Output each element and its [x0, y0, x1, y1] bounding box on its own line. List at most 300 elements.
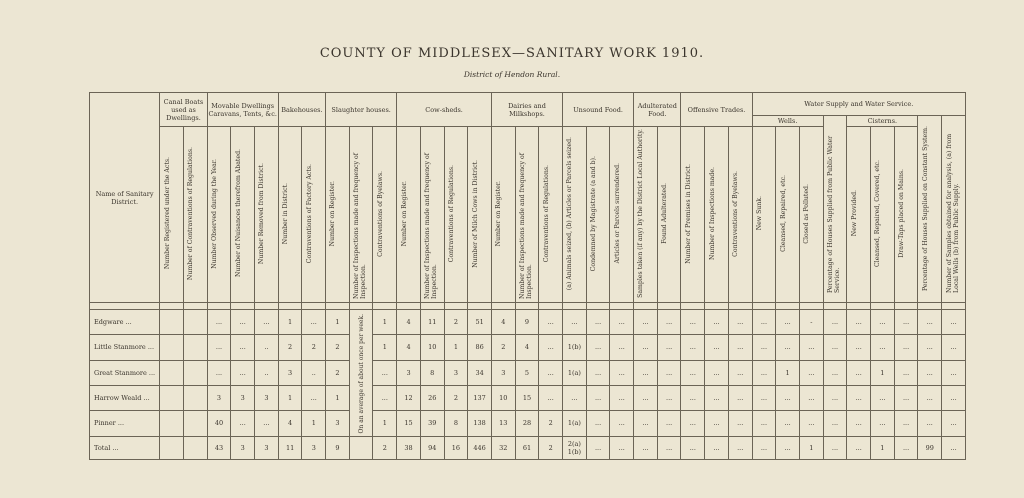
table-cell: 5 [515, 360, 539, 385]
table-cell: 3 [444, 360, 468, 385]
table-cell: 1 [373, 310, 397, 335]
table-cell: ... [823, 385, 847, 410]
total-cell: 99 [918, 436, 942, 459]
page-title: COUNTY OF MIDDLESEX—SANITARY WORK 1910. [319, 46, 705, 61]
spacer-cell [871, 303, 895, 310]
column-label: Cleansed, Repaired, Covered, etc. [874, 160, 882, 267]
table-cell: ... [871, 385, 895, 410]
column-label: Samples taken (if any) by the District Local Authority. [637, 129, 645, 298]
table-cell: ... [728, 360, 752, 385]
table-cell: ... [231, 335, 255, 360]
total-cell-part: 2(a) [567, 439, 581, 448]
total-cell: 2 [373, 436, 397, 459]
district-name: Harrow Weald ... [90, 385, 160, 410]
column-header [326, 127, 350, 303]
table-cell: ... [634, 411, 658, 436]
group-header-cowsheds: Cow-sheds. [397, 93, 492, 127]
column-header [728, 127, 752, 303]
table-cell: 3 [326, 411, 350, 436]
column-label: Found Adulterated. [661, 183, 669, 244]
table-cell: 2 [326, 335, 350, 360]
total-cell-part: 1(b) [567, 447, 582, 456]
spacer-cell [90, 303, 160, 310]
table-cell: ... [681, 335, 705, 360]
table-cell: 1 [278, 310, 302, 335]
table-row [90, 335, 966, 360]
table-cell: ... [942, 360, 966, 385]
sanitary-work-table [89, 92, 966, 460]
table-cell: 15 [397, 411, 421, 436]
column-label: (a) Animals seized, (b) Articles or Parcels seized. [566, 136, 574, 291]
column-header [752, 127, 776, 303]
table-cell [183, 310, 207, 335]
table-cell: ... [894, 335, 918, 360]
column-label: Number of Inspections made and frequency of Inspection. [353, 152, 368, 299]
column-label: Contraventions of Byelaws. [732, 170, 740, 257]
table-cell [160, 335, 184, 360]
page-subtitle: District of Hendon Rural. [463, 70, 561, 79]
spacer-cell [207, 303, 231, 310]
table-cell: ... [586, 335, 610, 360]
table-cell: 2 [491, 335, 515, 360]
spacer-cell [657, 303, 681, 310]
total-cell [183, 436, 207, 459]
table-cell: 10 [491, 385, 515, 410]
total-cell: ... [752, 436, 776, 459]
spacer-cell [610, 303, 634, 310]
total-cell: 3 [302, 436, 326, 459]
table-cell: ... [823, 411, 847, 436]
table-cell: 4 [278, 411, 302, 436]
table-cell: 1 [326, 385, 350, 410]
table-cell: ... [847, 335, 871, 360]
table-cell: ... [657, 335, 681, 360]
spacer-cell [894, 303, 918, 310]
column-header [586, 127, 610, 303]
frequency-note: On an average of about once per week. [357, 314, 365, 434]
column-header [420, 127, 444, 303]
column-label: Number on Register. [400, 180, 408, 247]
column-header [302, 127, 326, 303]
table-cell: ... [563, 310, 587, 335]
subgroup-header-cisterns: Cisterns. [847, 116, 918, 127]
table-cell: ... [657, 385, 681, 410]
table-cell: ... [255, 310, 279, 335]
group-header-movable: Movable Dwellings Caravans, Tents, &c. [207, 93, 278, 127]
table-cell: ... [681, 385, 705, 410]
table-cell: ... [681, 360, 705, 385]
column-label: Number of Inspections made and frequency of Inspection. [519, 152, 533, 299]
table-cell: ... [942, 411, 966, 436]
spacer-cell [231, 303, 255, 310]
group-header-dairies: Dairies and Milkshops. [491, 93, 562, 127]
table-cell: ... [918, 310, 942, 335]
table-row [90, 310, 966, 335]
spacer-cell [183, 303, 207, 310]
table-cell: ... [610, 335, 634, 360]
column-header [539, 127, 563, 303]
table-cell: 137 [468, 385, 492, 410]
table-cell: ... [610, 411, 634, 436]
table-cell: ... [871, 335, 895, 360]
table-cell: ... [752, 310, 776, 335]
column-header [871, 127, 895, 303]
table-cell [183, 385, 207, 410]
group-header-water: Water Supply and Water Service. [752, 93, 965, 116]
total-cell: 3 [231, 436, 255, 459]
table-cell: 51 [468, 310, 492, 335]
spacer-cell [918, 303, 942, 310]
table-row [90, 385, 966, 410]
column-label: Number of Inspections made. [708, 167, 716, 260]
table-cell: 138 [468, 411, 492, 436]
total-cell: ... [847, 436, 871, 459]
total-cell [563, 436, 587, 459]
column-header [231, 127, 255, 303]
table-cell: ... [918, 411, 942, 436]
table-cell: ... [634, 360, 658, 385]
table-cell: ... [728, 385, 752, 410]
table-cell: 2 [278, 335, 302, 360]
column-header [705, 127, 729, 303]
table-cell: 28 [515, 411, 539, 436]
column-header [373, 127, 397, 303]
table-cell: ... [657, 411, 681, 436]
column-header [776, 127, 800, 303]
spacer-cell [349, 303, 373, 310]
table-row [90, 360, 966, 385]
table-cell: ... [539, 385, 563, 410]
table-cell: ... [634, 385, 658, 410]
column-label: Number of Inspections made and frequency of Inspection. [424, 152, 439, 299]
spacer-cell [823, 303, 847, 310]
table-cell: 1(a) [563, 360, 587, 385]
table-cell: ... [610, 360, 634, 385]
total-row [90, 436, 966, 459]
column-header [491, 127, 515, 303]
column-header [847, 127, 871, 303]
column-header [610, 127, 634, 303]
total-cell: 1 [871, 436, 895, 459]
table-cell: ... [539, 360, 563, 385]
table-cell: 1(b) [563, 335, 587, 360]
column-label: Number of Premises in District. [684, 163, 692, 264]
table-cell: 2 [444, 310, 468, 335]
spacer-cell [728, 303, 752, 310]
table-cell: 26 [420, 385, 444, 410]
table-cell: 8 [420, 360, 444, 385]
table-cell [183, 360, 207, 385]
table-cell: 3 [231, 385, 255, 410]
table-cell: ... [776, 385, 800, 410]
table-cell [183, 335, 207, 360]
column-label: Number on Register. [329, 180, 337, 247]
table-cell: 1 [871, 360, 895, 385]
spacer-cell [799, 303, 823, 310]
table-cell: ... [586, 385, 610, 410]
table-cell: 34 [468, 360, 492, 385]
table-cell: ... [373, 385, 397, 410]
table-cell: ... [776, 335, 800, 360]
spacer-cell [539, 303, 563, 310]
table-cell: ... [847, 360, 871, 385]
total-cell: ... [942, 436, 966, 459]
spacer-cell [776, 303, 800, 310]
table-cell: ... [705, 411, 729, 436]
table-cell: 3 [255, 385, 279, 410]
column-header [255, 127, 279, 303]
frequency-note-slaughter [349, 310, 373, 437]
total-cell: 61 [515, 436, 539, 459]
district-name: Pinner ... [90, 411, 160, 436]
table-cell: ... [705, 385, 729, 410]
table-cell: 3 [397, 360, 421, 385]
table-cell: ... [207, 310, 231, 335]
total-cell: ... [823, 436, 847, 459]
table-cell: ... [634, 335, 658, 360]
total-cell: 32 [491, 436, 515, 459]
table-cell: ... [776, 310, 800, 335]
table-cell: ... [728, 335, 752, 360]
total-cell: 94 [420, 436, 444, 459]
spacer-cell [942, 303, 966, 310]
name-header: Name of Sanitary District. [90, 93, 160, 303]
table-cell: ... [752, 385, 776, 410]
table-cell: .. [255, 335, 279, 360]
column-header [160, 127, 184, 303]
table-cell: ... [752, 335, 776, 360]
table-cell: 10 [420, 335, 444, 360]
column-header [657, 127, 681, 303]
spacer-cell [326, 303, 350, 310]
spacer-cell [705, 303, 729, 310]
spacer-cell [468, 303, 492, 310]
column-header [397, 127, 421, 303]
column-label: Closed as Polluted. [803, 183, 811, 244]
table-cell: ... [681, 411, 705, 436]
total-label: Total ... [90, 436, 160, 459]
total-cell: ... [728, 436, 752, 459]
table-cell: ... [776, 411, 800, 436]
table-cell: ... [752, 360, 776, 385]
table-cell: ... [302, 310, 326, 335]
table-cell: 1 [373, 411, 397, 436]
total-cell: 1 [799, 436, 823, 459]
table-cell: ... [539, 335, 563, 360]
total-cell: ... [776, 436, 800, 459]
table-cell: ... [255, 411, 279, 436]
spacer-cell [373, 303, 397, 310]
table-cell: ... [942, 385, 966, 410]
column-label: New Sunk. [755, 196, 763, 231]
table-cell: 4 [491, 310, 515, 335]
table-cell: ... [871, 411, 895, 436]
table-cell: ... [705, 335, 729, 360]
table-cell: .. [255, 360, 279, 385]
spacer-cell [847, 303, 871, 310]
table-cell: 2 [326, 360, 350, 385]
column-header [468, 127, 492, 303]
table-cell: ... [799, 411, 823, 436]
table-cell: 11 [420, 310, 444, 335]
table-cell: ... [728, 411, 752, 436]
table-cell: ... [705, 360, 729, 385]
column-label: Contraventions of Byelaws. [376, 170, 384, 257]
table-cell: 1 [326, 310, 350, 335]
table-cell: ... [871, 310, 895, 335]
column-label: Number Removed from District. [258, 162, 266, 265]
column-label: Number of Contraventions of Regulations. [187, 146, 195, 281]
table-cell: ... [894, 360, 918, 385]
table-cell: ... [231, 310, 255, 335]
table-cell: 86 [468, 335, 492, 360]
spacer-cell [255, 303, 279, 310]
table-cell: ... [894, 411, 918, 436]
table-cell: ... [657, 310, 681, 335]
group-header-bakehouses: Bakehouses. [278, 93, 325, 127]
column-header [444, 127, 468, 303]
group-header-unsound: Unsound Food. [563, 93, 634, 127]
table-cell: ... [799, 385, 823, 410]
total-cell: ... [586, 436, 610, 459]
spacer-cell [278, 303, 302, 310]
table-cell: 2 [302, 335, 326, 360]
total-cell: 43 [207, 436, 231, 459]
table-cell: ... [799, 335, 823, 360]
column-header [207, 127, 231, 303]
spacer-cell [491, 303, 515, 310]
table-cell: 4 [515, 335, 539, 360]
spacer-cell [160, 303, 184, 310]
table-cell: 1(a) [563, 411, 587, 436]
group-header-slaughter: Slaughter houses. [326, 93, 397, 127]
table-cell [160, 385, 184, 410]
table-cell: 3 [491, 360, 515, 385]
column-header [681, 127, 705, 303]
spacer-cell [752, 303, 776, 310]
table-cell: ... [373, 360, 397, 385]
table-cell: ... [302, 385, 326, 410]
table-cell: 1 [776, 360, 800, 385]
table-cell: 4 [397, 310, 421, 335]
spacer-cell [397, 303, 421, 310]
spacer-cell [634, 303, 658, 310]
table-cell: ... [847, 411, 871, 436]
column-label: Percentage of Houses Supplied on Constant System. [921, 125, 929, 291]
spacer-cell [444, 303, 468, 310]
table-cell: ... [634, 310, 658, 335]
group-header-canal: Canal Boats used as Dwellings. [160, 93, 207, 127]
table-cell: 2 [444, 385, 468, 410]
table-cell: 4 [397, 335, 421, 360]
column-header [634, 127, 658, 303]
table-cell: ... [231, 411, 255, 436]
total-cell: ... [705, 436, 729, 459]
column-label: Number of Nuisances therefrom Abated. [234, 149, 242, 278]
spacer-cell [420, 303, 444, 310]
table-cell: ... [752, 411, 776, 436]
spacer-cell [681, 303, 705, 310]
spacer-cell [302, 303, 326, 310]
group-header-adulterated: Adulterated Food. [634, 93, 681, 127]
subgroup-header-wells: Wells. [752, 116, 823, 127]
water-column-header [918, 116, 942, 303]
spacer-cell [563, 303, 587, 310]
column-label: New Provided. [850, 190, 858, 237]
table-cell: .. [302, 360, 326, 385]
table-cell: 15 [515, 385, 539, 410]
spacer-cell [586, 303, 610, 310]
table-cell: ... [823, 310, 847, 335]
table-cell [160, 411, 184, 436]
column-label: Contraventions of Regulations. [542, 164, 550, 263]
column-header [278, 127, 302, 303]
column-label: Contraventions of Regulations. [447, 164, 455, 263]
total-cell: 9 [326, 436, 350, 459]
table-cell: ... [586, 360, 610, 385]
table-cell [183, 411, 207, 436]
table-cell: ... [918, 385, 942, 410]
table-cell: ... [207, 360, 231, 385]
table-cell [160, 310, 184, 335]
total-cell: 11 [278, 436, 302, 459]
column-header [894, 127, 918, 303]
table-cell: ... [942, 310, 966, 335]
district-name: Little Stanmore ... [90, 335, 160, 360]
table-cell: - [799, 310, 823, 335]
table-cell: ... [823, 335, 847, 360]
table-cell: ... [823, 360, 847, 385]
district-name: Great Stanmore ... [90, 360, 160, 385]
table-cell: 12 [397, 385, 421, 410]
water-column-header [942, 116, 966, 303]
column-label: Contraventions of Factory Acts. [305, 163, 313, 264]
table-cell: 3 [278, 360, 302, 385]
district-name: Edgware ... [90, 310, 160, 335]
column-header [563, 127, 587, 303]
table-cell: 40 [207, 411, 231, 436]
column-label: Number Observed during the Year. [211, 158, 218, 269]
table-cell: ... [539, 310, 563, 335]
table-cell: ... [563, 385, 587, 410]
table-cell: ... [657, 360, 681, 385]
table-cell: 8 [444, 411, 468, 436]
column-label: Number of Samples obtained for analysis, (a) from Local Wells (b) from Public Supply. [945, 133, 960, 293]
table-cell: ... [847, 385, 871, 410]
table-cell [160, 360, 184, 385]
table-cell: 1 [278, 385, 302, 410]
total-cell: ... [634, 436, 658, 459]
column-label: Cleansed, Repaired, etc. [779, 175, 787, 252]
table-cell: 1 [444, 335, 468, 360]
total-cell: 446 [468, 436, 492, 459]
total-cell [349, 436, 373, 459]
table-cell: ... [942, 335, 966, 360]
table-row [90, 411, 966, 436]
table-cell: ... [231, 360, 255, 385]
total-cell: 38 [397, 436, 421, 459]
table-cell: ... [894, 385, 918, 410]
total-cell [160, 436, 184, 459]
column-label: Number in District. [282, 182, 290, 245]
table-cell: 39 [420, 411, 444, 436]
total-cell: 16 [444, 436, 468, 459]
column-header [349, 127, 373, 303]
total-cell: ... [657, 436, 681, 459]
column-label: Percentage of Houses Supplied from Public Water Service. [826, 135, 841, 293]
table-cell: 3 [207, 385, 231, 410]
column-header [515, 127, 539, 303]
